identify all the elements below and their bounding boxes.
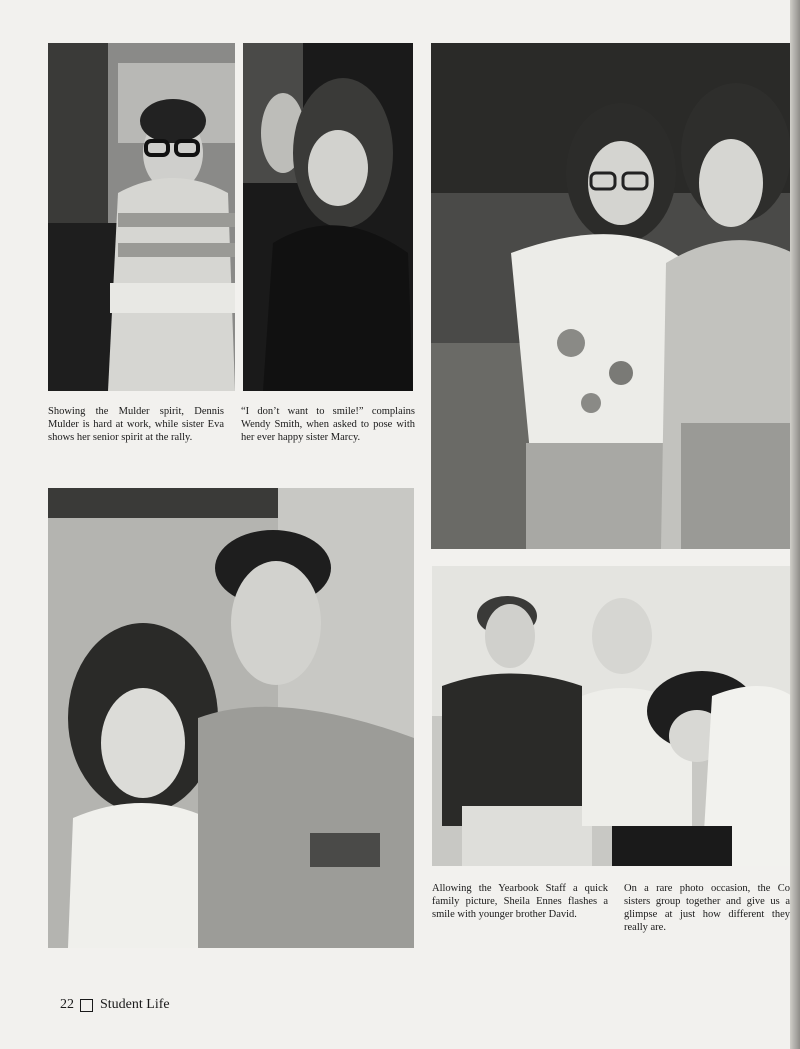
section-title: Student Life <box>100 997 170 1012</box>
photo-mulder <box>48 43 235 391</box>
page-number: 22 <box>60 997 74 1012</box>
page-edge <box>790 0 800 1049</box>
page-footer <box>60 997 170 1013</box>
photo-smith <box>243 43 413 391</box>
caption-ennes: Allowing the Yearbook Staff a quick family picture, Sheila Ennes flashes a smile with younger brother David. <box>432 883 608 920</box>
square-icon <box>80 999 93 1012</box>
caption-co-sisters: On a rare photo occasion, the Co sisters group together and give us a glimpse at just how different they really are. <box>624 883 790 933</box>
photo-yearbook-family <box>432 566 792 866</box>
photo-ennes <box>48 488 414 948</box>
caption-smith: “I don’t want to smile!” complains Wendy Smith, when asked to pose with her ever happy sister Marcy. <box>241 406 415 443</box>
caption-mulder: Showing the Mulder spirit, Dennis Mulder is hard at work, while sister Eva shows her senior spirit at the rally. <box>48 406 224 443</box>
photo-co-sisters <box>431 43 793 549</box>
